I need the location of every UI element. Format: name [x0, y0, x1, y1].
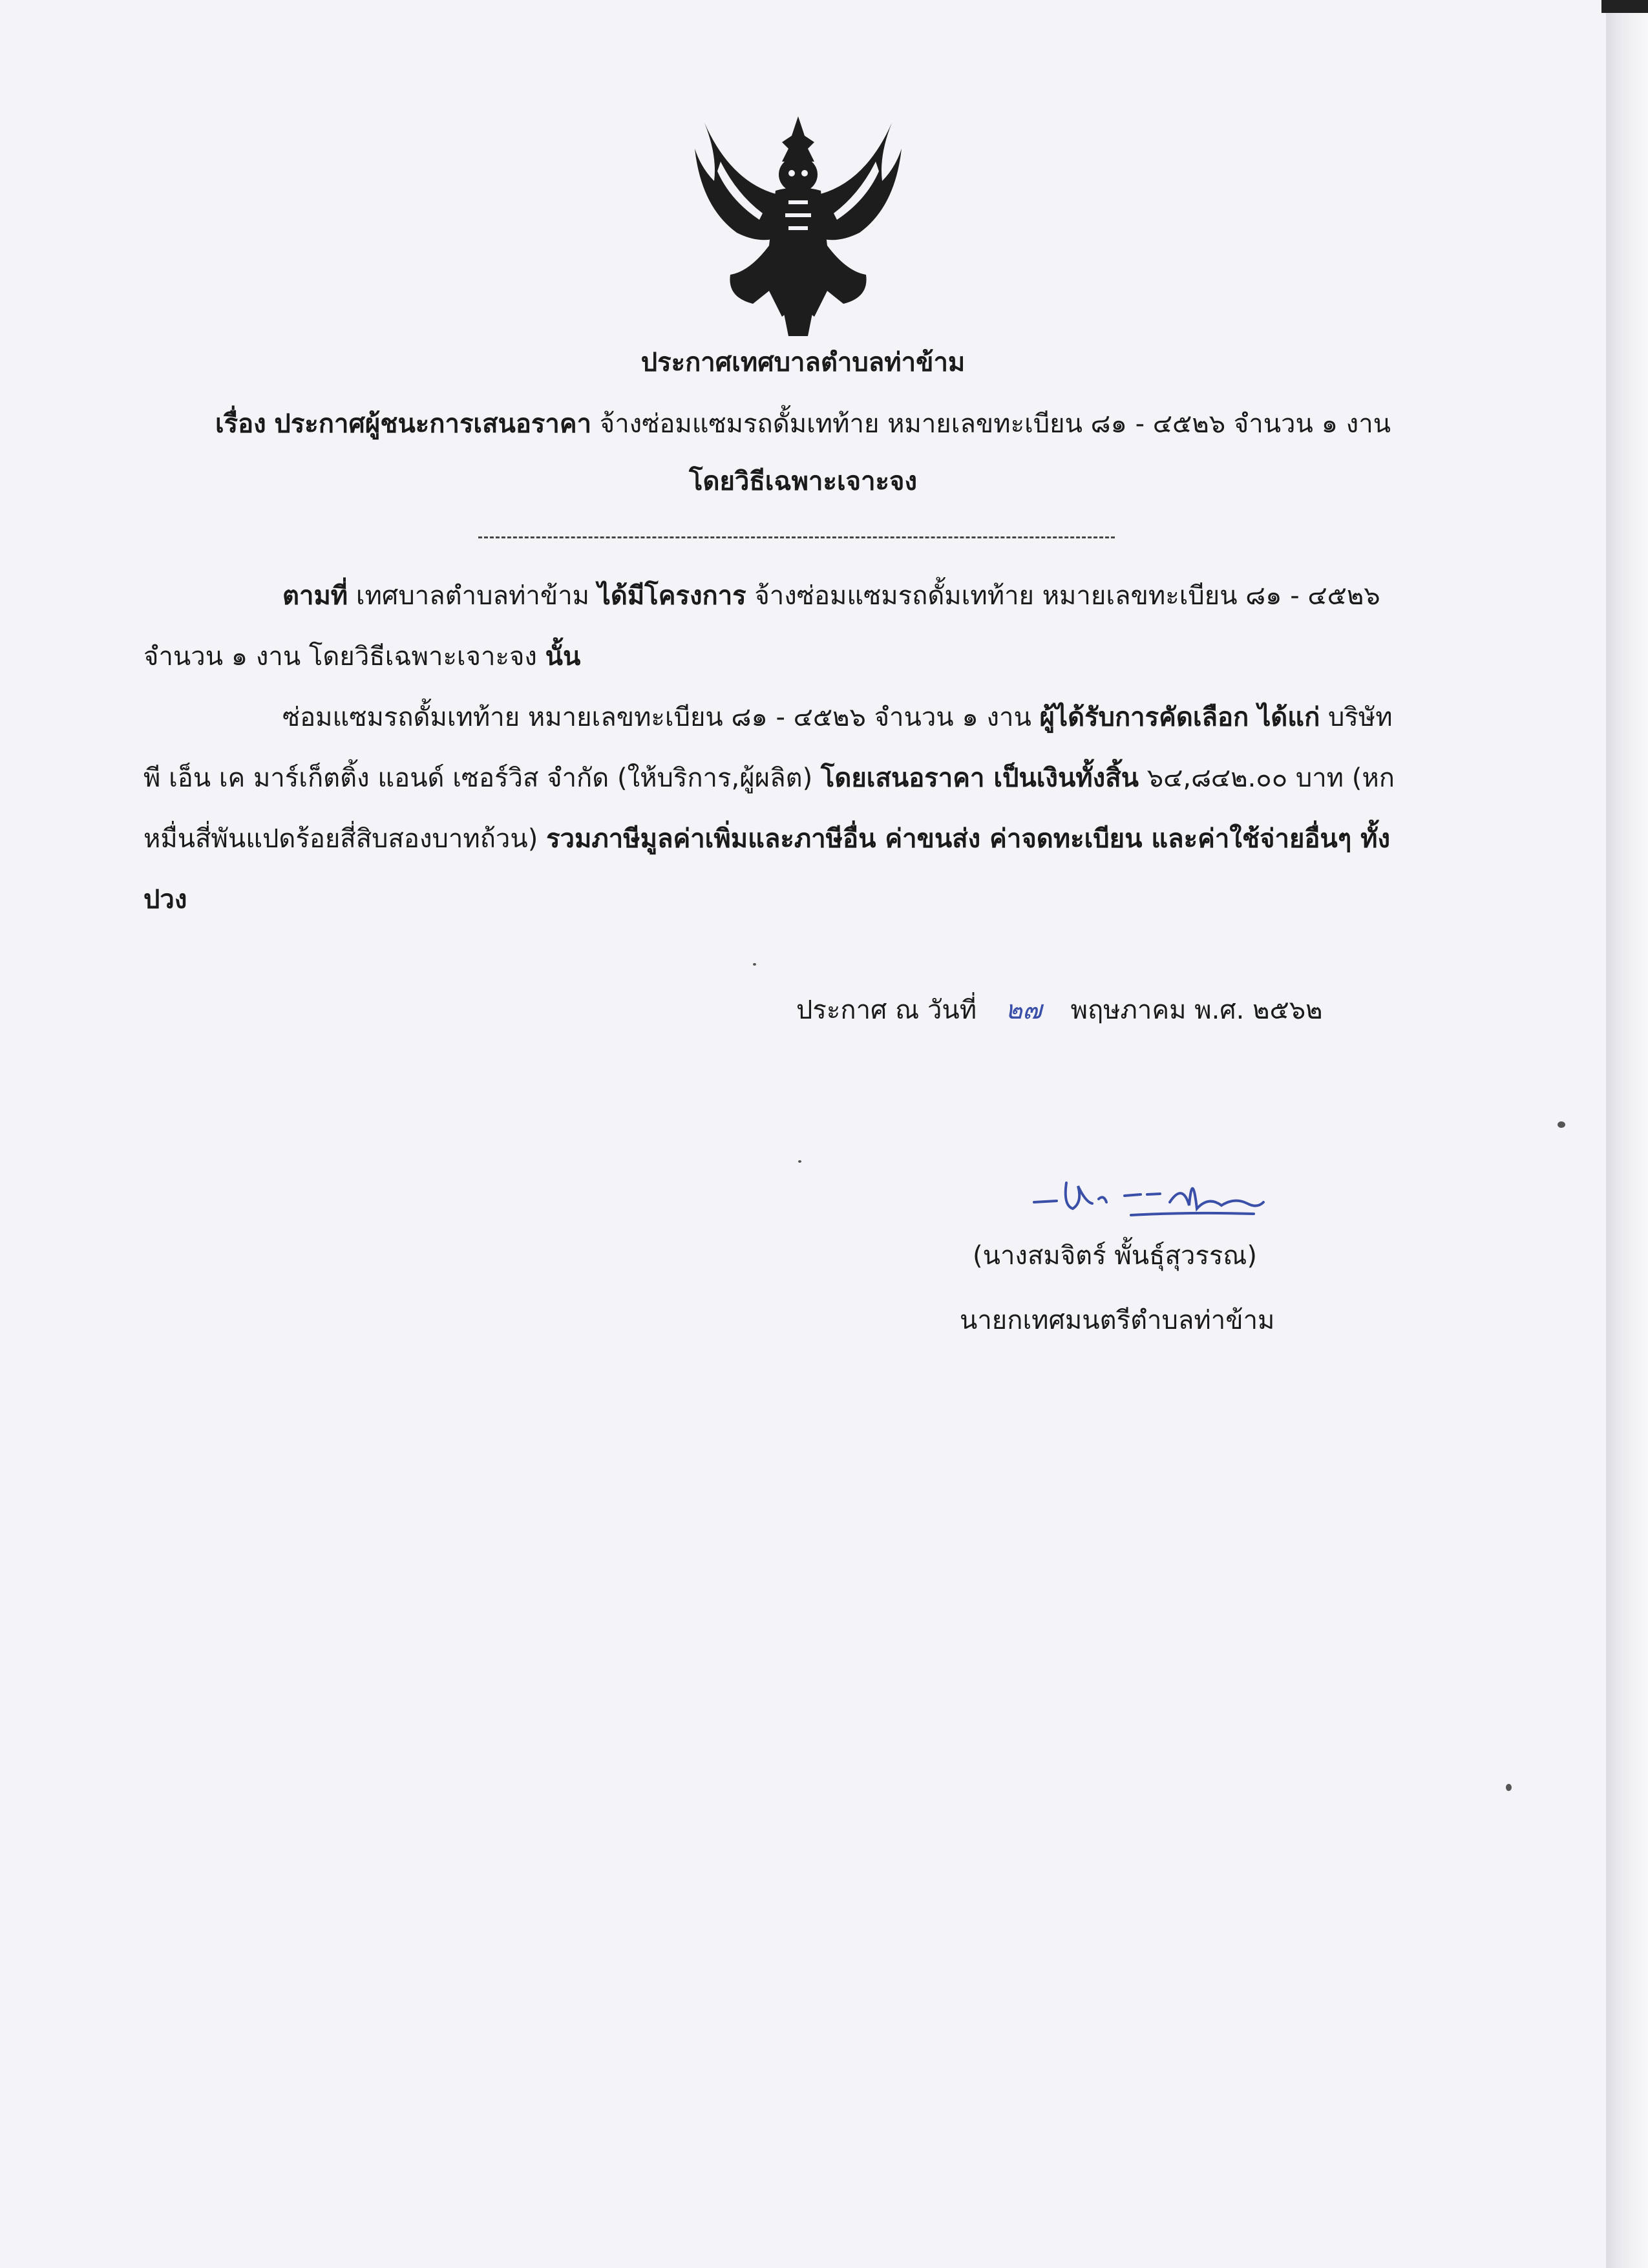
scan-corner	[1601, 0, 1648, 13]
scan-speck	[798, 1160, 801, 1163]
award-line1-tail: บริษัท	[1328, 703, 1393, 732]
signer-position: นายกเทศมนตรีตำบลท่าข้าม	[960, 1306, 1275, 1335]
award-winner-label: ผู้ได้รับการคัดเลือก ได้แก่	[1039, 703, 1320, 732]
intro-lead: ตามที่	[282, 581, 348, 611]
award-price-words: หมื่นสี่พันแปดร้อยสี่สิบสองบาทถ้วน)	[143, 824, 538, 854]
intro-line2-end: นั้น	[545, 642, 581, 672]
intro-has-project: ได้มีโครงการ	[597, 581, 746, 611]
date-month-year: พฤษภาคม พ.ศ. ๒๕๖๒	[1070, 995, 1323, 1025]
award-company: พี เอ็น เค มาร์เก็ตติ้ง แอนด์ เซอร์วิส จำกัด (ให้บริการ,ผู้ผลิต)	[143, 763, 813, 793]
subject-detail: จ้างซ่อมแซมรถดั้มเทท้าย หมายเลขทะเบียน ๘๑ - ๔๕๒๖ จำนวน ๑ งาน	[599, 409, 1391, 439]
award-inclusions-end: ปวง	[143, 885, 187, 915]
subject-label: เรื่อง	[215, 409, 266, 439]
subject-main: ประกาศผู้ชนะการเสนอราคา	[274, 409, 592, 439]
award-price: ๖๔,๘๔๒.๐๐ บาท (หก	[1146, 763, 1395, 793]
date-day-handwritten: ๒๗	[1005, 995, 1042, 1025]
intro-agency: เทศบาลตำบลท่าข้าม	[355, 581, 590, 611]
dashed-divider	[478, 536, 1115, 538]
announcement-date	[796, 989, 1323, 1030]
intro-line2: จำนวน ๑ งาน โดยวิธีเฉพาะเจาะจง	[143, 642, 537, 672]
scan-edge	[1606, 0, 1648, 2268]
document-title: ประกาศเทศบาลตำบลท่าข้าม	[640, 348, 966, 377]
signature-icon	[1028, 1157, 1267, 1228]
scan-speck	[753, 963, 756, 966]
paragraph-intro	[143, 566, 1436, 687]
signer-name: (นางสมจิตร์ พั้นธุ์สุวรรณ)	[973, 1241, 1258, 1271]
scan-speck	[1558, 1121, 1565, 1128]
award-price-label: โดยเสนอราคา เป็นเงินทั้งสิ้น	[820, 763, 1139, 793]
garuda-emblem-icon	[692, 110, 905, 339]
award-inclusions: รวมภาษีมูลค่าเพิ่มและภาษีอื่น ค่าขนส่ง ค่าจดทะเบียน และค่าใช้จ่ายอื่นๆ ทั้ง	[546, 824, 1391, 854]
date-prefix: ประกาศ ณ วันที่	[796, 995, 977, 1025]
scan-speck	[1506, 1784, 1512, 1791]
document-subject	[0, 403, 1606, 444]
award-line1: ซ่อมแซมรถดั้มเทท้าย หมายเลขทะเบียน ๘๑ - ๔๕๒๖ จำนวน ๑ งาน	[282, 703, 1031, 732]
paragraph-award	[143, 687, 1436, 930]
intro-project: จ้างซ่อมแซมรถดั้มเทท้าย หมายเลขทะเบียน ๘๑ - ๔๕๒๖	[754, 581, 1380, 611]
subject-method: โดยวิธีเฉพาะเจาะจง	[688, 467, 918, 496]
